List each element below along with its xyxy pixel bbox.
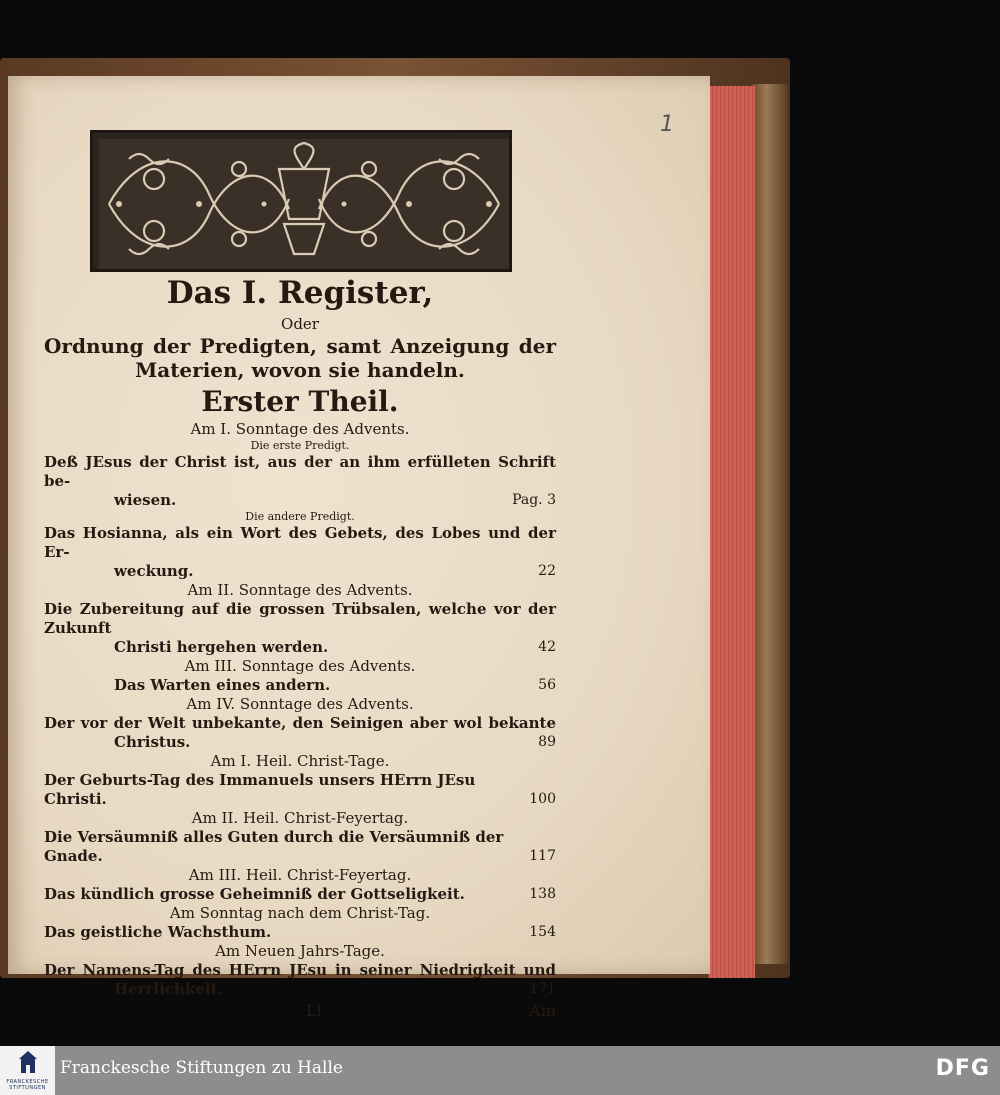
sunday-heading: Am III. Sonntage des Advents. (184, 657, 416, 675)
catchword: Am (529, 1001, 556, 1020)
page-footer-line (44, 1001, 556, 1023)
bottom-info-bar (0, 1046, 1000, 1095)
register-text (44, 270, 556, 1023)
sermon-title-line: Die Zubereitung auf die grossen Trübsalen, welche vor der Zukunft (44, 600, 556, 637)
sermon-title-continuation: weckung. (114, 562, 194, 580)
sermon-entry (44, 453, 556, 510)
page-reference: Pag. 3 (512, 492, 556, 508)
sermon-title-line: Die Versäumniß alles Guten durch die Versäumniß der Gnade. (44, 828, 504, 865)
page-reference: 117 (529, 848, 556, 864)
page-reference: 138 (529, 886, 556, 902)
sermon-entry (44, 676, 556, 695)
sermon-title-line: Der vor der Welt unbekante, den Seinigen aber wol bekante (44, 714, 556, 732)
sermon-title-continuation: wiesen. (114, 491, 177, 509)
decorative-ornament-header (90, 130, 512, 272)
sermon-entry (44, 961, 556, 999)
sermon-title-line: Der Geburts-Tag des Immanuels unsers HErrn JEsu Christi. (44, 771, 476, 808)
page-reference: 42 (538, 639, 556, 655)
page-reference: 89 (538, 734, 556, 750)
sermon-entry (44, 600, 556, 657)
sunday-heading: Am II. Sonntage des Advents. (187, 581, 413, 599)
institution-name: Franckesche Stiftungen zu Halle (60, 1058, 343, 1078)
dfg-logo[interactable]: DFG (935, 1056, 990, 1081)
sermon-title-line: Das kündlich grosse Geheimniß der Gottseligkeit. (44, 885, 465, 903)
sermon-entry (44, 524, 556, 581)
sermon-title-line: Deß JEsus der Christ ist, aus der an ihm erfülleten Schrift be- (44, 453, 556, 490)
sermon-entry (44, 714, 556, 752)
red-page-edges (708, 86, 755, 978)
logo-text: FRANCKESCHE STIFTUNGEN (6, 1079, 49, 1091)
part-heading: Erster Theil. (201, 385, 399, 418)
title-oder: Oder (281, 315, 319, 333)
sermon-title-line: Das Hosianna, als ein Wort des Gebets, des Lobes und der Er- (44, 524, 556, 561)
sermon-ordinal: Die erste Predigt. (250, 439, 350, 452)
sermon-entry (44, 885, 556, 904)
sermon-entry (44, 771, 556, 809)
sunday-heading: Am IV. Sonntage des Advents. (186, 695, 414, 713)
sermon-title-continuation: Christi hergehen werden. (114, 638, 329, 656)
sermon-entry (44, 923, 556, 942)
sermon-title-line: Das Warten eines andern. (114, 676, 331, 694)
page-title: Das I. Register, (166, 275, 434, 311)
page-subtitle: Ordnung der Predigten, samt Anzeigung der Materien, wovon sie handeln. (44, 334, 556, 382)
sermon-title-continuation: Herrlichkeit. (114, 980, 223, 998)
sermon-title-continuation: Christus. (114, 733, 191, 751)
sunday-heading: Am I. Sonntage des Advents. (190, 420, 410, 438)
page-reference: 171 (529, 981, 556, 997)
sunday-heading: Am III. Heil. Christ-Feyertag. (188, 866, 412, 884)
sunday-heading: Am II. Heil. Christ-Feyertag. (191, 809, 409, 827)
institution-logo[interactable] (0, 1046, 55, 1095)
page-reference: 100 (529, 791, 556, 807)
sermon-ordinal: Die andere Predigt. (245, 510, 355, 523)
page-reference: 154 (529, 924, 556, 940)
sermon-entry (44, 828, 556, 866)
page-reference: 56 (538, 677, 556, 693)
signature-mark: Ll (306, 1001, 322, 1020)
book-spine (752, 84, 788, 964)
page-reference: 22 (538, 563, 556, 579)
sermon-title-line: Der Namens-Tag des HErrn JEsu in seiner Niedrigkeit und (44, 961, 556, 979)
sunday-heading: Am Neuen Jahrs-Tage. (215, 942, 385, 960)
handwritten-page-number: 1 (660, 112, 674, 137)
sermon-list (44, 420, 556, 999)
sunday-heading: Am Sonntag nach dem Christ-Tag. (169, 904, 431, 922)
building-emblem-icon (18, 1051, 38, 1075)
sermon-title-line: Das geistliche Wachsthum. (44, 923, 272, 941)
sunday-heading: Am I. Heil. Christ-Tage. (210, 752, 390, 770)
